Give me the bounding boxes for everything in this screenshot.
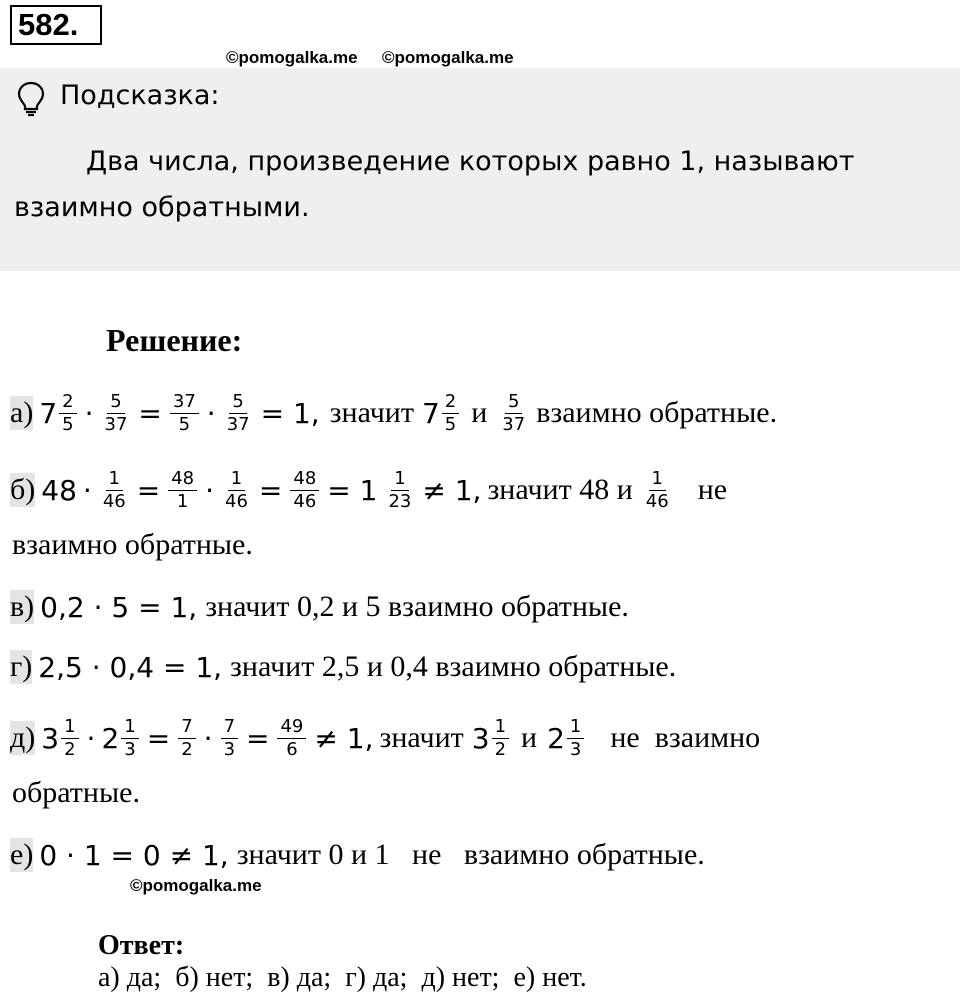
item-label: д) xyxy=(10,721,36,754)
watermark: ©pomogalka.me xyxy=(382,48,514,67)
hint-text-line1: Два числа, произведение которых равно 1, называют xyxy=(86,146,855,177)
item-e: д) 3 $\frac{1}{2}$ · 2 $\frac{1}{3}$ = $\frac{7}{2}$ · $\frac{7}{3}$ = $\frac{49}{6}$ ≠ 1, значит 3 $\frac{1}{2}$ и 2 $\frac{1}{3}$ не взаимно xyxy=(10,715,761,760)
watermark: ©pomogalka.me xyxy=(130,876,262,895)
item-label: а) xyxy=(10,396,34,429)
item-label: г) xyxy=(10,650,33,683)
hint-title: Подсказка: xyxy=(60,80,220,111)
item-b: б) 48 · $\frac{1}{46}$ = $\frac{48}{1}$ · $\frac{1}{46}$ = $\frac{48}{46}$ = 1 $\frac{1}{23}$ ≠ 1, значит 48 и $\frac{1}{46}$ не xyxy=(10,467,728,512)
item-f: е) 0 · 1 = 0 ≠ 1, значит 0 и 1 не взаимно обратные. xyxy=(10,838,705,872)
item-c: в) 0,2 · 5 = 1, значит 0,2 и 5 взаимно обратные. xyxy=(10,590,629,624)
solution-title: Решение: xyxy=(106,322,243,358)
answer xyxy=(84,898,587,994)
answer-label: Ответ: xyxy=(98,930,185,961)
item-a: а) 7 $\frac{2}{5}$ · $\frac{5}{37}$ = $\frac{37}{5}$ · $\frac{5}{37}$ = 1, значит 7 $\frac{2}{5}$ и $\frac{5}{37}$ взаимно обратные. xyxy=(10,390,778,435)
item-label: б) xyxy=(10,473,36,506)
item-label: е) xyxy=(10,838,34,871)
item-label: в) xyxy=(10,590,35,623)
hint-text-line2: взаимно обратными. xyxy=(14,192,310,223)
item-b-continuation: взаимно обратные. xyxy=(12,528,253,561)
item-d: г) 2,5 · 0,4 = 1, значит 2,5 и 0,4 взаимно обратные. xyxy=(10,650,677,684)
watermark: ©pomogalka.me xyxy=(226,48,358,67)
lightbulb-icon xyxy=(16,81,46,117)
problem-number: 582. xyxy=(10,5,102,45)
item-e-continuation: обратные. xyxy=(12,776,140,809)
answer-text: а) да; б) нет; в) да; г) да; д) нет; е) нет. xyxy=(98,962,587,993)
